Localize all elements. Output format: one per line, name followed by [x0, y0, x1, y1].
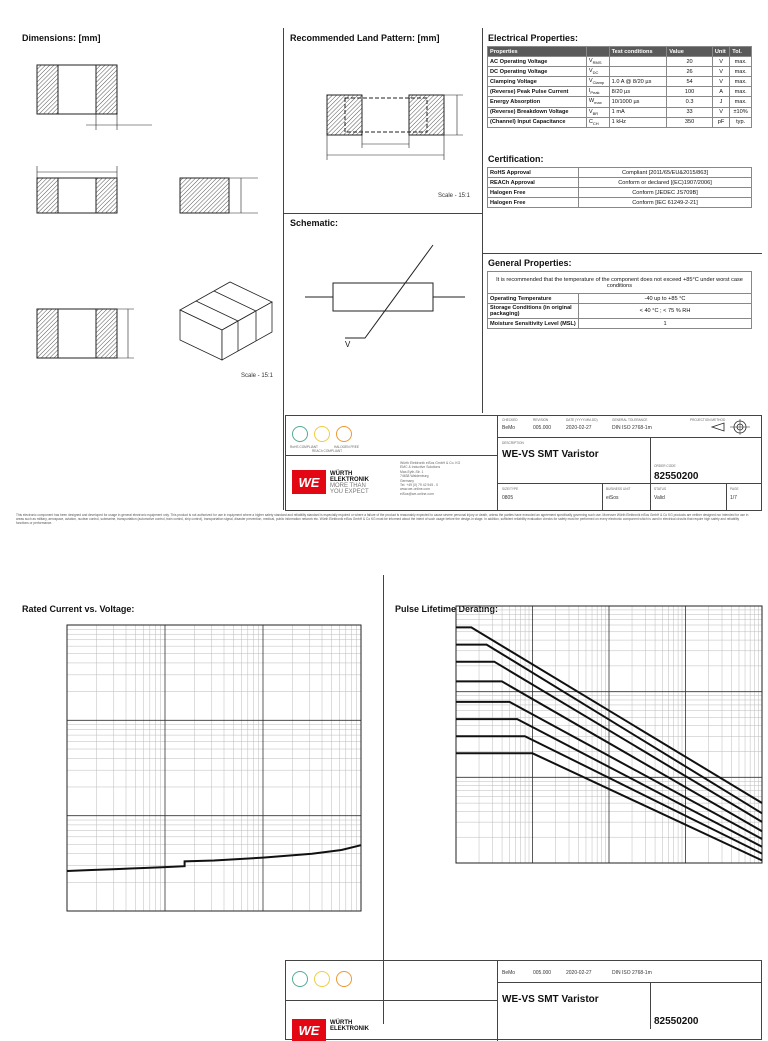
schematic-drawing	[283, 213, 482, 413]
value: 20	[667, 57, 713, 67]
symbol: $V_{BR}$	[586, 107, 609, 117]
symbol: $V_{DC}$	[586, 67, 609, 77]
company-block	[286, 456, 498, 511]
property-value: -40 up to +85 °C	[579, 294, 752, 304]
page-label: PAGE	[730, 487, 739, 491]
halogen-free-badge-icon	[336, 426, 352, 442]
halogen-free-badge-icon	[336, 971, 352, 987]
rohs-badge-icon	[292, 426, 308, 442]
schematic-voltage-label: V	[345, 340, 351, 349]
plot-frame	[67, 625, 361, 911]
unit: A	[712, 87, 729, 97]
symbol: $V_{Clamp}$	[586, 77, 609, 87]
cert-name: REACh Approval	[488, 178, 579, 188]
order-code-value: 82550200	[654, 471, 699, 482]
order-code-value: 82550200	[654, 1016, 699, 1027]
test-condition	[609, 57, 667, 67]
value: 54	[667, 77, 713, 87]
table-row	[488, 198, 752, 208]
symbol: $I_{Peak}$	[586, 87, 609, 97]
land-pattern-title: Recommended Land Pattern: [mm]	[290, 33, 440, 43]
table-row	[488, 57, 752, 67]
series-line-1	[67, 845, 361, 871]
status-value: Valid	[654, 495, 665, 501]
tolerance: max.	[730, 77, 752, 87]
test-condition: 1 kHz	[609, 117, 667, 127]
test-condition: 10/1000 µs	[609, 97, 667, 107]
table-row	[488, 87, 752, 97]
disclaimer: This electronic component has been designed and developed for usage in general electronic equipment only. This product is not authorized for use in equipment where a higher safety standard and reliability standard is especially required or where a failure of the product is reasonably expected to cause severe personal injury or death, unless the parties have executed an agreement specifically governing such use. Moreover Würth Elektronik eiSos GmbH & Co KG products are neither designed nor intended for use in areas such as military, aerospace, aviation, nuclear control, submarine, transportation (automotive control, train control, ship control), transportation signal, disaster prevention, medical, public information network etc. Würth Elektronik eiSos GmbH & Co KG must be informed about the intent of such usage before the design-in stage. In addition, sufficient reliability evaluation checks for safety must be performed on every electronic component which is used in electrical circuits that require high safety and reliability functions or performance.	[16, 513, 749, 525]
unit: J	[712, 97, 729, 107]
description-value: WE-VS SMT Varistor	[502, 994, 599, 1005]
projection-label: PROJECTION METHOD	[690, 418, 726, 422]
table-row	[488, 117, 752, 127]
test-condition	[609, 67, 667, 77]
dimensions-drawing	[0, 0, 283, 410]
tolerance: max.	[730, 57, 752, 67]
certification-table	[487, 167, 752, 208]
company-address	[400, 461, 495, 496]
property-name: Energy Absorption	[488, 97, 587, 107]
tolerance: max.	[730, 97, 752, 107]
revision-value: 005.000	[533, 425, 552, 431]
date-label: DATE (YYYY-MM-DD)	[566, 418, 598, 422]
address-line: Tel. +49 (0) 79 42 945 - 0	[400, 483, 438, 488]
reach-badge-icon	[314, 971, 330, 987]
test-condition: 1.0 A @ 8/20 µs	[609, 77, 667, 87]
property-name: (Reverse) Peak Pulse Current	[488, 87, 587, 97]
value: 100	[667, 87, 713, 97]
logo-line: WÜRTH	[330, 471, 353, 477]
page-value: 1/7	[730, 495, 737, 501]
property-name: AC Operating Voltage	[488, 57, 587, 67]
dimensions-title: Dimensions: [mm]	[22, 33, 101, 43]
date-value: 2020-02-27	[566, 970, 592, 976]
symbol: $W_{max}$	[586, 97, 609, 107]
general-tol-label: GENERAL TOLERANCE	[612, 418, 648, 422]
logo-line: ELEKTRONIK	[330, 1026, 369, 1032]
title-block-row1	[498, 416, 762, 438]
col-header: Unit	[712, 47, 729, 57]
business-unit-label: BUSINESS UNIT	[606, 487, 631, 491]
logo-line: YOU EXPECT	[330, 489, 369, 495]
address-line: Würth Elektronik eiSos GmbH & Co. KG	[400, 461, 461, 465]
cert-name: RoHS Approval	[488, 168, 579, 178]
property-name: Moisture Sensitivity Level (MSL)	[488, 319, 579, 329]
checked-label: CHECKED	[502, 418, 518, 422]
unit: V	[712, 77, 729, 87]
test-condition: 8/20 µs	[609, 87, 667, 97]
general-properties-title: General Properties:	[488, 258, 572, 268]
table-row	[488, 304, 752, 319]
description-label: DESCRIPTION	[502, 441, 524, 445]
section-divider	[482, 28, 483, 413]
size-value: 0805	[502, 495, 514, 501]
pulse-derating-chart	[456, 606, 762, 863]
section-divider	[383, 575, 384, 1024]
table-row	[488, 319, 752, 329]
property-name: DC Operating Voltage	[488, 67, 587, 77]
rated-current-chart	[67, 625, 361, 911]
electrical-properties-table	[487, 46, 752, 128]
we-logo: WE	[292, 470, 326, 494]
cert-name: Halogen Free	[488, 198, 579, 208]
table-row	[488, 107, 752, 117]
address-line: Germany	[400, 478, 414, 483]
unit: V	[712, 57, 729, 67]
certification-title: Certification:	[488, 154, 544, 164]
address-line: www.we-online.com	[400, 487, 430, 492]
address-line: EMC & Inductive Solutions	[400, 465, 441, 470]
cert-value: Conform [JEDEC JS709B]	[579, 188, 752, 198]
table-row	[488, 67, 752, 77]
table-row	[488, 178, 752, 188]
symbol: $C_{CH}$	[586, 117, 609, 127]
col-header	[586, 47, 609, 57]
cert-value: Conform [IEC 61249-2-21]	[579, 198, 752, 208]
order-code-label: ORDER CODE	[654, 464, 676, 468]
tolerance: max.	[730, 87, 752, 97]
value: 33	[667, 107, 713, 117]
property-value: 1	[579, 319, 752, 329]
section-divider	[482, 253, 762, 254]
property-value: < 40 °C ; < 75 % RH	[579, 304, 752, 319]
table-row	[488, 188, 752, 198]
badge-label: HALOGEN FREE	[334, 445, 359, 449]
table-row	[488, 168, 752, 178]
land-pattern-scale: Scale - 15:1	[438, 193, 471, 199]
size-label: SIZE/TYPE	[502, 487, 519, 491]
col-header: Properties	[488, 47, 587, 57]
tolerance: max.	[730, 67, 752, 77]
cert-value: Conform or declared [(EC)1907/2006]	[579, 178, 752, 188]
title-block-row3	[498, 484, 762, 511]
rated-current-title: Rated Current vs. Voltage:	[22, 604, 135, 614]
checked-value: BeMo	[502, 425, 516, 431]
general-tol-value: DIN ISO 2768-1m	[612, 425, 652, 431]
dimensions-scale: Scale - 15:1	[241, 373, 274, 379]
address-line: 74638 Waldenburg	[400, 474, 429, 479]
property-name: (Channel) Input Capacitance	[488, 117, 587, 127]
compliance-badges	[286, 416, 498, 456]
revision-value: 005.000	[533, 970, 552, 976]
logo-line: ELEKTRONIK	[330, 477, 369, 483]
rohs-badge-icon	[292, 971, 308, 987]
cert-value: Compliant [2011/65/EU&2015/863]	[579, 168, 752, 178]
symbol: $V_{RMS}$	[586, 57, 609, 67]
unit: V	[712, 107, 729, 117]
title-block-page2	[285, 960, 762, 1040]
title-block	[285, 415, 762, 511]
land-pattern-drawing	[283, 0, 482, 210]
value: 0.3	[667, 97, 713, 107]
property-name: Operating Temperature	[488, 294, 579, 304]
schematic-title: Schematic:	[290, 218, 339, 228]
general-properties-table	[487, 271, 752, 329]
pulse-derating-title: Pulse Lifetime Derating:	[395, 604, 499, 614]
table-row	[488, 77, 752, 87]
property-name: Clamping Voltage	[488, 77, 587, 87]
table-row	[488, 294, 752, 304]
description-value: WE-VS SMT Varistor	[502, 449, 599, 460]
badge-label: REACh COMPLIANT	[312, 449, 343, 453]
business-unit-value: eiSos	[606, 495, 619, 501]
badge-label: RoHS COMPLIANT	[290, 445, 318, 449]
unit: pF	[712, 117, 729, 127]
date-value: 2020-02-27	[566, 425, 592, 431]
checked-value: BeMo	[502, 970, 516, 976]
status-label: STATUS	[654, 487, 667, 491]
projection-symbol-icon	[710, 419, 754, 435]
property-name: Storage Conditions (in original packaging)	[488, 304, 579, 319]
revision-label: REVISION	[533, 418, 549, 422]
cert-name: Halogen Free	[488, 188, 579, 198]
property-name: (Reverse) Breakdown Voltage	[488, 107, 587, 117]
value: 26	[667, 67, 713, 77]
electrical-properties-title: Electrical Properties:	[488, 33, 579, 43]
logo-line: WÜRTH	[330, 1020, 353, 1026]
address-line: Max-Eyth-Str. 1	[400, 469, 424, 474]
col-header: Value	[667, 47, 713, 57]
we-logo: WE	[292, 1019, 326, 1041]
unit: V	[712, 67, 729, 77]
test-condition: 1 mA	[609, 107, 667, 117]
title-block-row2	[498, 438, 762, 484]
col-header: Test conditions	[609, 47, 667, 57]
value: 350	[667, 117, 713, 127]
tolerance: typ.	[730, 117, 752, 127]
tolerance: ±10%	[730, 107, 752, 117]
general-tol-value: DIN ISO 2768-1m	[612, 970, 652, 976]
logo-line: MORE THAN	[330, 483, 366, 489]
reach-badge-icon	[314, 426, 330, 442]
general-note: It is recommended that the temperature of the component does not exceed +85°C under worst case conditions	[488, 272, 752, 294]
col-header: Tol.	[730, 47, 752, 57]
table-row	[488, 97, 752, 107]
address-line: eiSos@we-online.com	[400, 491, 434, 496]
